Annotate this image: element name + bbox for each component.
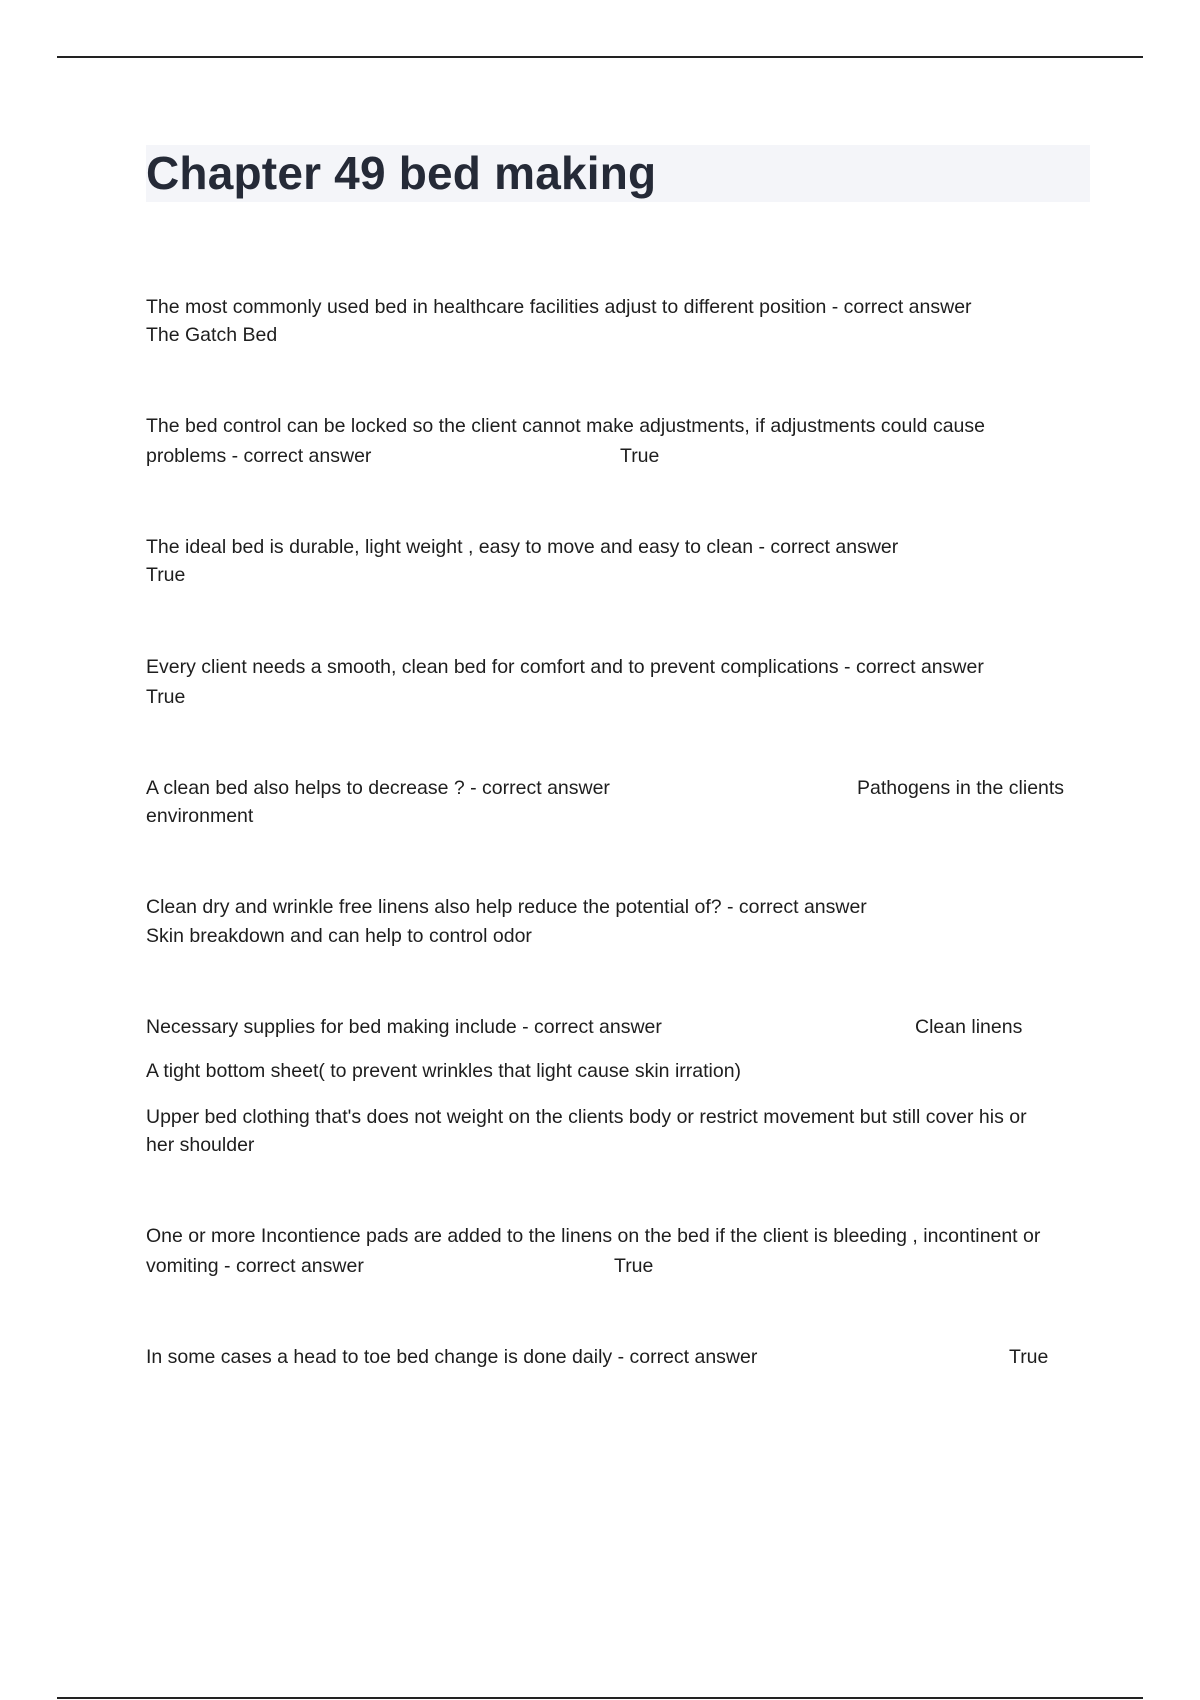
answer-4: True: [146, 686, 186, 708]
answer-1: The Gatch Bed: [146, 324, 278, 346]
question-5: A clean bed also helps to decrease ? - correct answer: [146, 777, 610, 799]
answer-2: True: [620, 445, 660, 467]
answer-5-line-1: Pathogens in the clients: [857, 777, 1065, 799]
answer-5-line-2: environment: [146, 805, 254, 827]
top-rule: [57, 56, 1143, 58]
question-7: Necessary supplies for bed making include - correct answer: [146, 1016, 662, 1038]
answer-8: True: [614, 1255, 654, 1277]
question-2-text: problems - correct answer: [146, 445, 372, 467]
question-3: The ideal bed is durable, light weight , easy to move and easy to clean - correct answer: [146, 536, 899, 558]
bottom-rule: [57, 1697, 1143, 1699]
answer-6: Skin breakdown and can help to control odor: [146, 925, 532, 947]
answer-3: True: [146, 564, 186, 586]
answer-7-line-1: Clean linens: [915, 1016, 1023, 1038]
page-title: Chapter 49 bed making: [146, 147, 657, 199]
question-2-line-1: The bed control can be locked so the client cannot make adjustments, if adjustments could cause: [146, 415, 985, 437]
question-4: Every client needs a smooth, clean bed for comfort and to prevent complications - correct answer: [146, 656, 984, 678]
question-2-line-2: [146, 443, 371, 469]
question-8-line-2: vomiting - correct answer: [146, 1255, 364, 1277]
question-9: In some cases a head to toe bed change is done daily - correct answer: [146, 1346, 758, 1368]
answer-7-line-2: A tight bottom sheet( to prevent wrinkles that light cause skin irration): [146, 1060, 742, 1082]
answer-9: True: [1009, 1346, 1049, 1368]
answer-7-line-4: her shoulder: [146, 1134, 255, 1156]
answer-7-line-3: Upper bed clothing that's does not weight on the clients body or restrict movement but still cover his or: [146, 1106, 1027, 1128]
question-1: The most commonly used bed in healthcare facilities adjust to different position - correct answer: [146, 296, 972, 318]
question-8-line-1: One or more Incontience pads are added to the linens on the bed if the client is bleeding , incontinent or: [146, 1225, 1041, 1247]
question-6: Clean dry and wrinkle free linens also help reduce the potential of? - correct answer: [146, 896, 867, 918]
